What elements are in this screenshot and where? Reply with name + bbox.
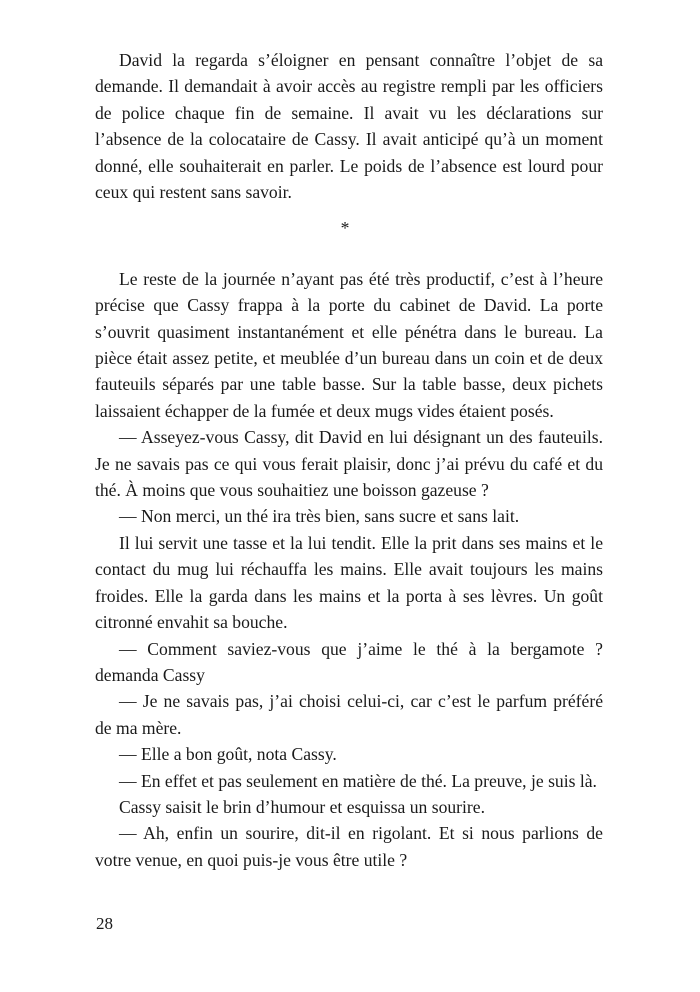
dialogue-line: — Comment saviez-vous que j’aime le thé à la bergamote ? demanda Cassy	[95, 638, 603, 685]
page-number: 28	[96, 914, 113, 933]
dialogue-line: — Elle a bon goût, nota Cassy.	[119, 744, 337, 765]
dialogue-line: — En effet et pas seulement en matière de thé. La preuve, je suis là.	[119, 770, 597, 791]
dialogue-line: — Ah, enfin un sourire, dit-il en rigolant. Et si nous parlions de votre venue, en quoi puis-je vous être utile ?	[95, 823, 603, 870]
page-text-block	[95, 47, 603, 873]
dialogue-line: — Non merci, un thé ira très bien, sans sucre et sans lait.	[119, 506, 520, 527]
paragraph-cassy-smiles: Cassy saisit le brin d’humour et esquissa un sourire.	[119, 796, 485, 817]
paragraph-tea-served: Il lui servit une tasse et la lui tendit. Elle la prit dans ses mains et le contact du mug lui réchauffa les mains. Elle avait toujours les mains froides. Elle la garda dans les mains et la porta à ses lèvres. Un goût citronné envahit sa bouche.	[95, 532, 603, 633]
dialogue-line: — Je ne savais pas, j’ai choisi celui-ci, car c’est le parfum préféré de ma mère.	[95, 691, 603, 738]
paragraph-david-watches: David la regarda s’éloigner en pensant connaître l’objet de sa demande. Il demandait à avoir accès au registre rempli par les officiers de police chaque fin de semaine. Il avait vu les déclarations sur l’absence de la colocataire de Cassy. Il avait anticipé qu’à un moment donné, elle souhaiterait en parler. Le poids de l’absence est lourd pour ceux qui restent sans savoir.	[95, 50, 603, 203]
paragraph-cassy-arrives: Le reste de la journée n’ayant pas été très productif, c’est à l’heure précise que Cassy frappa à la porte du cabinet de David. La porte s’ouvrit quasiment instantanément et elle pénétra dans le bureau. La pièce était assez petite, et meublée d’un bureau dans un coin et de deux fauteuils séparés par une table basse. Sur la table basse, deux pichets laissaient échapper de la fumée et deux mugs vides étaient posés.	[95, 268, 603, 421]
dialogue-line: — Asseyez-vous Cassy, dit David en lui désignant un des fauteuils. Je ne savais pas ce qui vous ferait plaisir, donc j’ai prévu du café et du thé. À moins que vous souhaitiez une boisson gazeuse ?	[95, 427, 603, 501]
section-separator: *	[340, 218, 350, 239]
